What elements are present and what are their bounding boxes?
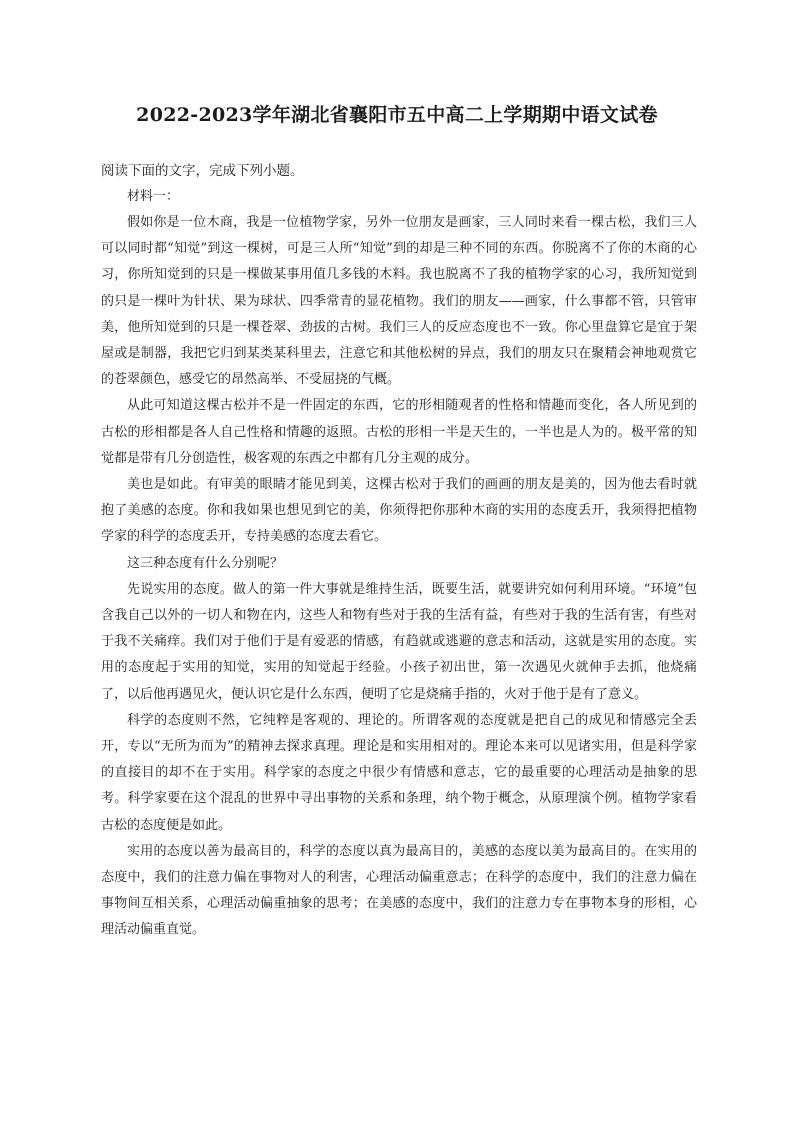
document-title: 2022-2023学年湖北省襄阳市五中高二上学期期中语文试卷: [136, 104, 658, 126]
paragraph-2: 从此可知道这棵古松并不是一件固定的东西，它的形相随观者的性格和情趣而变化，各人所见到的古松的形相都是各人自己性格和情趣的返照。古松的形相一半是天生的，一半也是人为的。极平常的知觉都是带有几分创造性，极客观的东西之中都有几分主观的成分。: [101, 398, 697, 466]
paragraph-5: 先说实用的态度。做人的第一件大事就是维持生活，既要生活，就要讲究如何利用环境。“环境”包含我自己以外的一切人和物在内，这些人和物有些对于我的生活有益，有些对于我的生活有害，有些对于我不关痛痒。我们对于他们于是有爱恶的情感，有趋就或逃避的意志和活动，这就是实用的态度。实用的态度起于实用的知觉，实用的知觉起于经验。小孩子初出世，第一次遇见火就伸手去抓，他烧痛了，以后他再遇见火，便认识它是什么东西，便明了它是烧痛手指的，火对于他于是有了意义。: [101, 581, 697, 702]
paragraph-7: 实用的态度以善为最高目的，科学的态度以真为最高目的，美感的态度以美为最高目的。在实用的态度中，我们的注意力偏在事物对人的利害，心理活动偏重意志；在科学的态度中，我们的注意力偏在事物间互相关系，心理活动偏重抽象的思考；在美感的态度中，我们的注意力专在事物本身的形相，心理活动偏重直觉。: [101, 843, 697, 938]
paragraph-1: 假如你是一位木商，我是一位植物学家，另外一位朋友是画家，三人同时来看一棵古松，我们三人可以同时都“知觉”到这一棵树，可是三人所“知觉”到的却是三种不同的东西。你脱离不了你的木商的心习，你所知觉到的只是一棵做某事用值几多钱的木料。我也脱离不了我的植物学家的心习，我所知觉到的只是一棵叶为针状、果为球状、四季常青的显花植物。我们的朋友——画家，什么事都不管，只管审美，他所知觉到的只是一棵苍翠、劲拔的古树。我们三人的反应态度也不一致。你心里盘算它是宜于架屋或是制器，我把它归到某类某科里去，注意它和其他松树的异点，我们的朋友只在聚精会神地观赏它的苍翠颜色，感受它的昂然高举、不受屈挠的气概。: [101, 215, 697, 388]
paragraph-4: 这三种态度有什么分别呢？: [127, 555, 284, 571]
paragraph-3: 美也是如此。有审美的眼睛才能见到美，这棵古松对于我们的画画的朋友是美的，因为他去看时就抱了美感的态度。你和我如果也想见到它的美，你须得把你那种木商的实用的态度丢开，我须得把植物学家的科学的态度丢开，专持美感的态度去看它。: [101, 477, 697, 545]
paragraph-6: 科学的态度则不然，它纯粹是客观的、理论的。所谓客观的态度就是把自己的成见和情感完全丢开，专以“无所为而为”的精神去探求真理。理论是和实用相对的。理论本来可以见诸实用，但是科学家的直接目的却不在于实用。科学家的态度之中很少有情感和意志，它的最重要的心理活动是抽象的思考。科学家要在这个混乱的世界中寻出事物的关系和条理，纳个物于概念，从原理演个例。植物学家看古松的态度便是如此。: [101, 712, 697, 833]
material-label: 材料一：: [127, 189, 180, 204]
document-body: [101, 158, 697, 944]
instruction-text: 阅读下面的文字，完成下列小题。: [101, 163, 304, 179]
